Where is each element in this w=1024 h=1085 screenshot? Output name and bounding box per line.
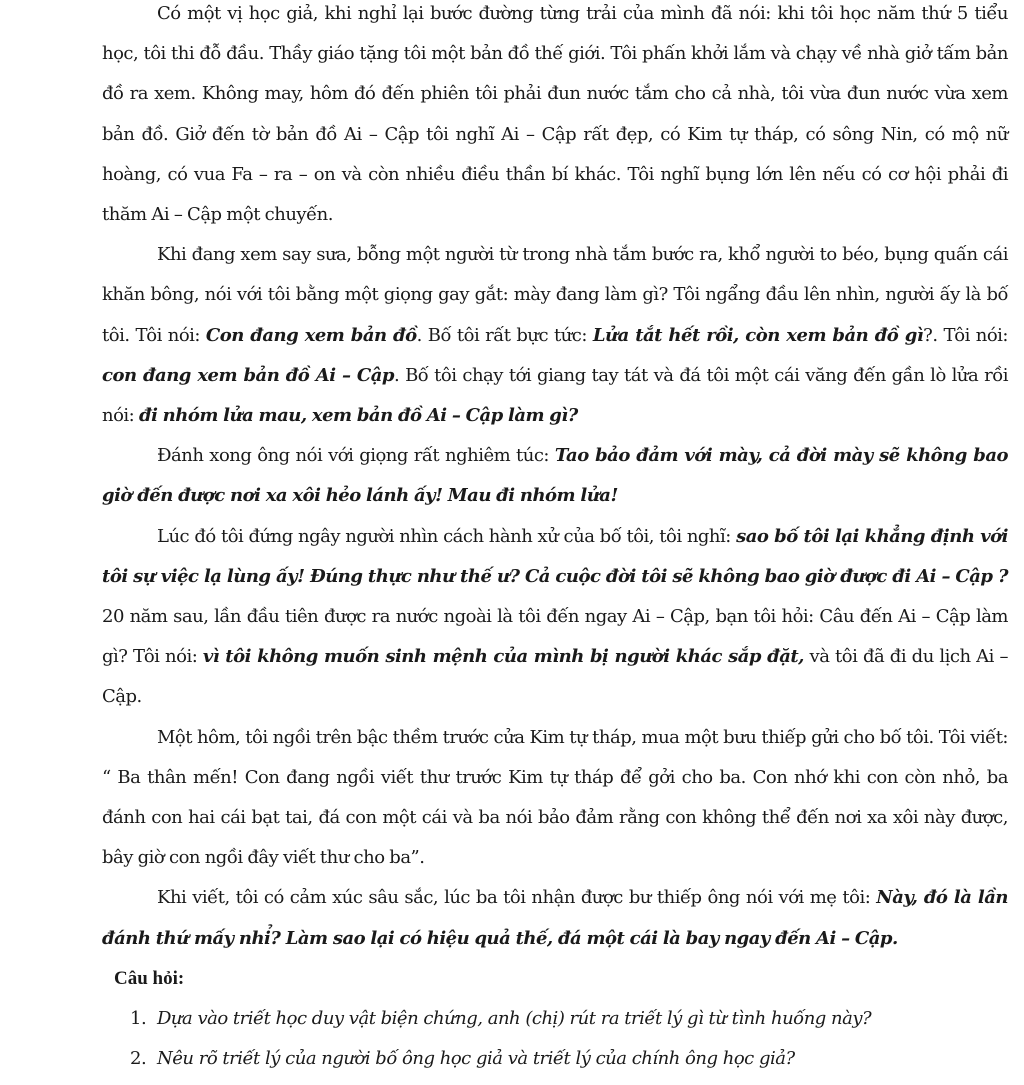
question-item: [102, 1039, 1008, 1079]
text-run: Một hôm, tôi ngồi trên bậc thềm trước cửa Kim tự tháp, mua một bưu thiếp gửi cho bố tôi. Tôi viết: “ Ba thân mến! Con đang ngồi viết thư trước Kim tự tháp để gởi cho ba. Con nhớ khi con còn nhỏ, ba đánh con hai cái bạt tai, đá con một cái và ba nói bảo đảm rằng con không thể đến nơi xa xôi này được, bây giờ con ngồi đây viết thư cho ba”.: [102, 726, 1008, 869]
question-number: 1.: [130, 1008, 147, 1030]
text-run: 20 năm sau, lần đầu tiên được ra nước ngoài là tôi đến ngay Ai – Cập, bạn tôi hỏi: Câu đến Ai – Cập làm gì? Tôi nói:: [102, 606, 1008, 668]
emphasized-quote: sao bố tôi lại khẳng định với tôi sự việc lạ lùng ấy! Đúng thực như thế ư? Cả cuộc đời tôi sẽ không bao giờ được đi Ai – Cập ?: [102, 525, 1008, 587]
story-paragraph: [102, 718, 1008, 879]
emphasis-run: [102, 365, 394, 386]
emphasized-quote: Tao bảo đảm với mày, cả đời mày sẽ không bao giờ đến được nơi xa xôi hẻo lánh ấy! Mau đi nhóm lửa!: [102, 445, 1009, 507]
story-paragraph: [102, 235, 1008, 436]
text-run: và tôi đã đi du lịch Ai – Cập.: [102, 646, 1009, 708]
emphasized-quote: Con đang xem bản đồ: [205, 324, 417, 346]
story-paragraph: [102, 436, 1008, 516]
emphasized-quote: Lửa tắt hết rồi, còn xem bản đồ gì: [592, 324, 924, 346]
text-run: ?. Tôi nói:: [923, 324, 1008, 346]
question-item: [102, 999, 1008, 1039]
text-run: . Bố tôi chạy tới giang tay tát và đá tôi một cái văng đến gần lò lửa rồi nói:: [102, 364, 1008, 427]
document-page: [102, 0, 1008, 1085]
question-text: Dựa vào triết học duy vật biện chứng, anh (chị) rút ra triết lý gì từ tình huống này?: [157, 1008, 872, 1030]
emphasis-run: [203, 646, 804, 667]
text-run: Đánh xong ông nói với giọng rất nghiêm túc:: [157, 445, 555, 467]
text-run: Khi viết, tôi có cảm xúc sâu sắc, lúc ba tôi nhận được bư thiếp ông nói với mẹ tôi:: [157, 887, 877, 909]
question-number: 2.: [130, 1048, 147, 1070]
question-text: Nêu rõ triết lý của người bố ông học giả và triết lý của chính ông học giả?: [157, 1048, 795, 1070]
question-list: [102, 999, 1008, 1079]
story-paragraph: [102, 0, 1008, 235]
emphasis-run: [139, 405, 578, 426]
emphasis-run: [593, 325, 923, 346]
text-run: . Bố tôi rất bực tức:: [416, 324, 593, 346]
emphasized-quote: Này, đó là lần đánh thứ mấy nhỉ? Làm sao lại có hiệu quả thế, đá một cái là bay ngay đến Ai – Cập.: [102, 887, 1008, 949]
questions-heading: Câu hỏi:: [114, 967, 185, 989]
story-paragraph: [102, 517, 1008, 718]
emphasized-quote: con đang xem bản đồ Ai – Cập: [102, 364, 394, 386]
emphasized-quote: đi nhóm lửa mau, xem bản đồ Ai – Cập làm gì?: [138, 405, 578, 427]
story-paragraph: [102, 878, 1008, 958]
text-run: Khi đang xem say sưa, bỗng một người từ trong nhà tắm bước ra, khổ người to béo, bụng quấn cái khăn bông, nói với tôi bằng một giọng gay gắt: mày đang làm gì? Tôi ngẩng đầu lên nhìn, người ấy là bố tôi. Tôi nói:: [102, 244, 1008, 346]
emphasis-run: [206, 325, 417, 346]
text-run: Lúc đó tôi đứng ngây người nhìn cách hành xử của bố tôi, tôi nghĩ:: [157, 525, 737, 547]
text-run: Có một vị học giả, khi nghỉ lại bước đường từng trải của mình đã nói: khi tôi học năm thứ 5 tiểu học, tôi thi đỗ đầu. Thầy giáo tặng tôi một bản đồ thế giới. Tôi phấn khởi lắm và chạy về nhà giở tấm bản đồ ra xem. Không may, hôm đó đến phiên tôi phải đun nước tắm cho cả nhà, tôi vừa đun nước vừa xem bản đồ. Giở đến tờ bản đồ Ai – Cập tôi nghĩ Ai – Cập rất đẹp, có Kim tự tháp, có sông Nin, có mộ nữ hoàng, có vua Fa – ra – on và còn nhiều điều thần bí khác. Tôi nghĩ bụng lớn lên nếu có cơ hội phải đi thăm Ai – Cập một chuyến.: [102, 3, 1008, 226]
story-body: [102, 0, 1008, 965]
emphasized-quote: vì tôi không muốn sinh mệnh của mình bị người khác sắp đặt,: [202, 646, 804, 668]
